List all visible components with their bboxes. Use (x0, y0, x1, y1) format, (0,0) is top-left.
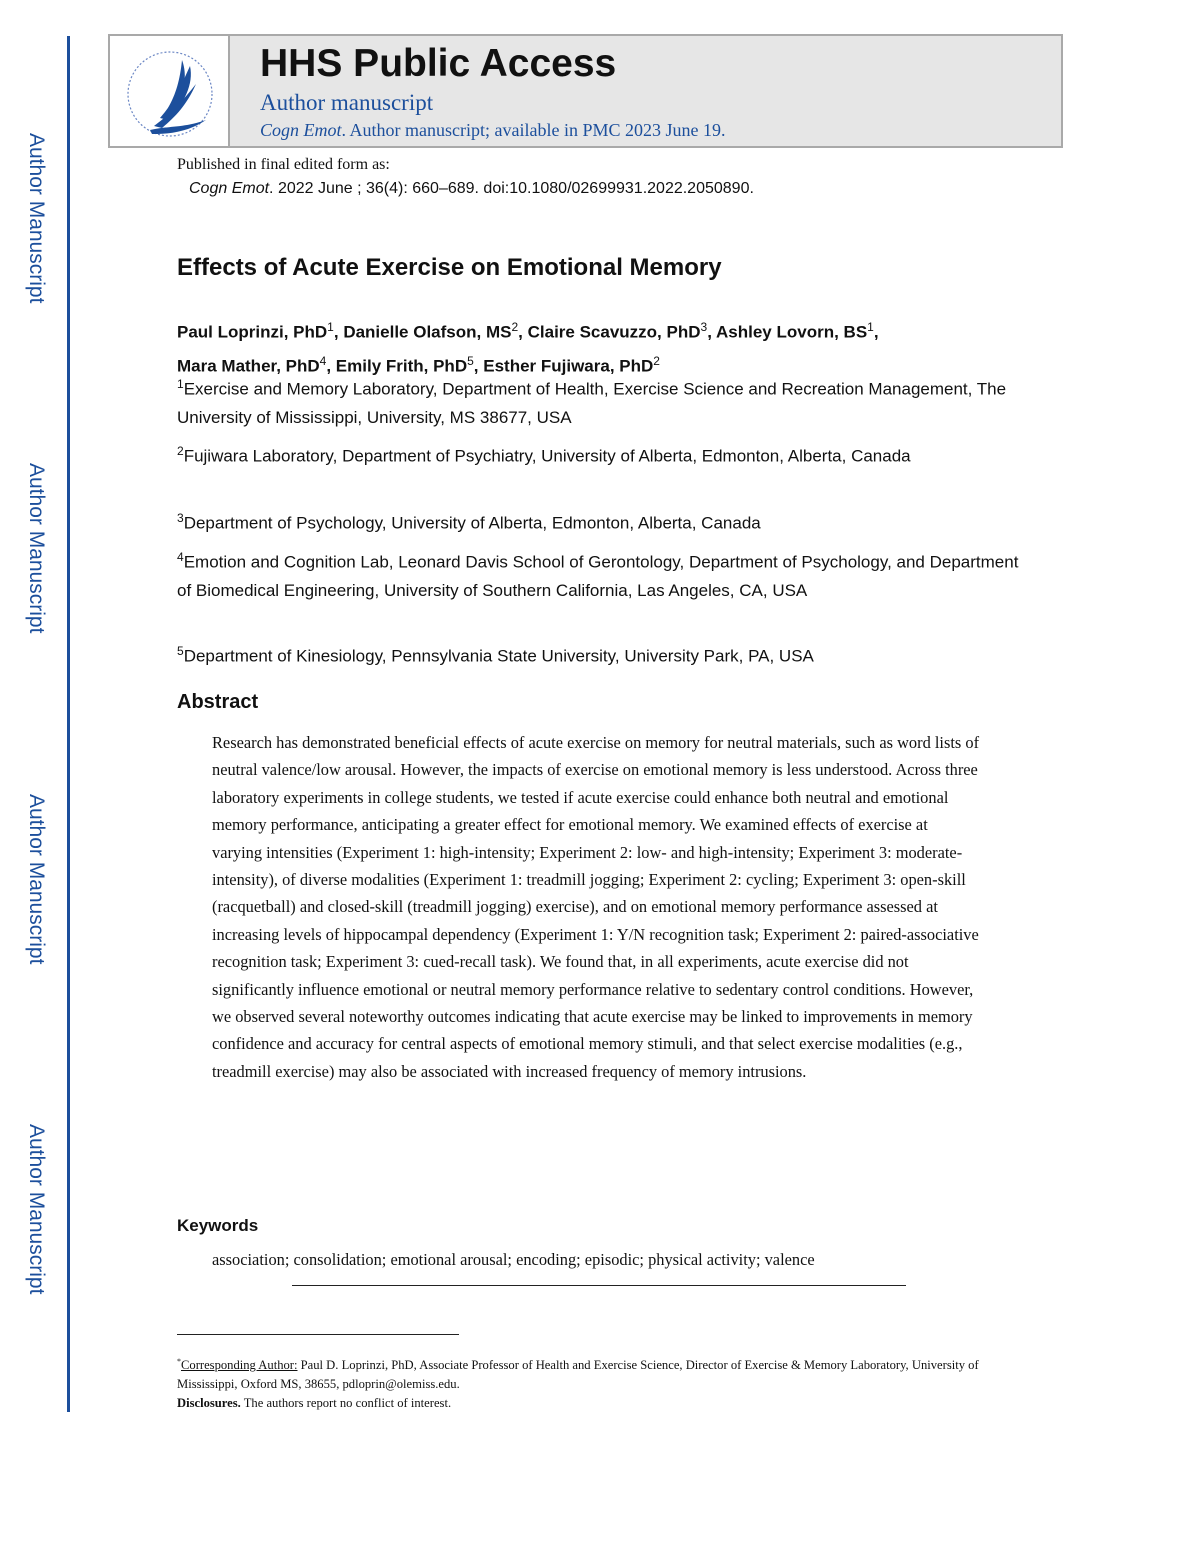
disclosures-footnote (177, 1394, 1037, 1413)
author-name: Emily Frith, PhD (335, 356, 468, 376)
article-title: Effects of Acute Exercise on Emotional Memory (177, 254, 722, 281)
affiliation-item (177, 370, 1037, 432)
hhs-header-banner (108, 34, 1063, 148)
author-separator: , (326, 356, 336, 376)
citation-journal: Cogn Emot (189, 180, 270, 197)
disclosures-text: The authors report no conflict of interest. (240, 1396, 452, 1410)
manuscript-type: Author manuscript (260, 90, 434, 115)
affiliation-text: Exercise and Memory Laboratory, Department of Health, Exercise Science and Recreation Management, The University of Mississippi, University, MS 38677, USA (177, 379, 1007, 427)
author-separator: , (873, 322, 879, 342)
affiliation-text: Fujiwara Laboratory, Department of Psychiatry, University of Alberta, Edmonton, Alberta, Canada (183, 446, 911, 466)
footnote-divider (177, 1334, 459, 1335)
author-name: Paul Loprinzi, PhD (177, 322, 328, 342)
availability-line (260, 120, 725, 141)
affiliation-text: Emotion and Cognition Lab, Leonard Davis School of Gerontology, Department of Psychology, and Department of Biomedical Engineering, University of Southern California, Las Angeles, CA, USA (177, 552, 1019, 600)
corresponding-author-footnote (177, 1352, 1037, 1394)
author-affiliation-mark: 5 (467, 353, 474, 368)
author-name: Claire Scavuzzo, PhD (527, 322, 701, 342)
author-separator: , (473, 356, 484, 376)
affiliation-text: Department of Kinesiology, Pennsylvania State University, University Park, PA, USA (183, 646, 814, 666)
abstract-text: Research has demonstrated beneficial effects of acute exercise on memory for neutral materials, such as word lists of neutral valence/low arousal. However, the impacts of exercise on emotional memory is less understood. Across three laboratory experiments in college students, we tested if acute exercise could enhance both neutral and emotional memory performance, anticipating a greater effect for emotional memory. We examined effects of exercise at varying intensities (Experiment 1: high-intensity; Experiment 2: low- and high-intensity; Experiment 3: moderate-intensity), of diverse modalities (Experiment 1: treadmill jogging; Experiment 2: cycling; Experiment 3: open-skill (racquetball) and closed-skill (treadmill jogging) exercise), and on emotional memory performance assessed at increasing levels of hippocampal dependency (Experiment 1: Y/N recognition task; Experiment 2: paired-associative recognition task; Experiment 3: cued-recall task). We found that, in all experiments, acute exercise did not significantly influence emotional or neutral memory performance relative to sedentary control conditions. However, we observed several noteworthy outcomes indicating that acute exercise may be linked to improvements in memory confidence and accuracy for central aspects of emotional memory stimuli, and that select exercise modalities (e.g., treadmill exercise) may also be associated with increased frequency of memory intrusions. (212, 733, 980, 1081)
keywords-heading: Keywords (177, 1216, 259, 1235)
affiliation-number: 1 (177, 377, 184, 391)
author-separator: , (333, 322, 344, 342)
hhs-eagle-seal-icon (110, 36, 228, 146)
citation-text: . 2022 June ; 36(4): 660–689. doi:10.1080/02699931.2022.2050890. (269, 180, 754, 197)
author-affiliation-mark: 2 (511, 320, 519, 334)
author-name: Danielle Olafson, MS (343, 322, 512, 342)
author-affiliation-mark: 4 (319, 353, 327, 368)
sidebar-rule (67, 36, 70, 1412)
author-separator: , (707, 322, 717, 342)
affiliation-number: 5 (177, 644, 184, 658)
affiliation-item (177, 437, 1037, 471)
author-name: Ashley Lovorn, BS (716, 322, 868, 342)
journal-name: Cogn Emot (260, 120, 342, 140)
affiliation-number: 2 (177, 444, 184, 458)
sidebar-label-text: Author Manuscript (25, 794, 48, 965)
affiliation-item (177, 504, 1037, 538)
affiliation-number: 4 (177, 550, 184, 564)
affiliation-text: Department of Psychology, University of Alberta, Edmonton, Alberta, Canada (183, 513, 761, 533)
affiliation-item (177, 543, 1037, 605)
corresponding-label: Corresponding Author: (181, 1358, 298, 1373)
disclosures-label: Disclosures. (177, 1396, 241, 1410)
sidebar-label-text: Author Manuscript (25, 1124, 48, 1295)
keywords-text: association; consolidation; emotional arousal; encoding; episodic; physical activity; valence (212, 1250, 815, 1269)
author-separator: , (518, 322, 528, 342)
sidebar-label-text: Author Manuscript (25, 133, 48, 304)
hhs-logo (110, 36, 230, 146)
corresponding-text: Paul D. Loprinzi, PhD, Associate Professor of Health and Exercise Science, Director of Exercise & Memory Laboratory, University of Mississippi, Oxford MS, 38655, pdloprin@olemiss.edu. (177, 1358, 979, 1392)
published-label: Published in final edited form as: (177, 156, 390, 173)
author-affiliation-mark: 2 (653, 353, 660, 368)
author-affiliation-mark: 1 (867, 320, 874, 334)
citation-line (189, 180, 754, 198)
sidebar-label-text: Author Manuscript (25, 463, 48, 634)
abstract-heading: Abstract (177, 691, 259, 713)
author-name: Esther Fujiwara, PhD (483, 356, 654, 376)
author-affiliation-mark: 1 (327, 320, 334, 334)
affiliation-item (177, 637, 1037, 671)
section-divider (292, 1285, 906, 1286)
availability-text: . Author manuscript; available in PMC 2023 June 19. (341, 120, 726, 140)
author-affiliation-mark: 3 (700, 320, 708, 334)
author-name: Mara Mather, PhD (177, 356, 320, 376)
hhs-title: HHS Public Access (260, 42, 617, 85)
footnote-mark: * (177, 1357, 181, 1366)
affiliation-number: 3 (177, 511, 184, 525)
